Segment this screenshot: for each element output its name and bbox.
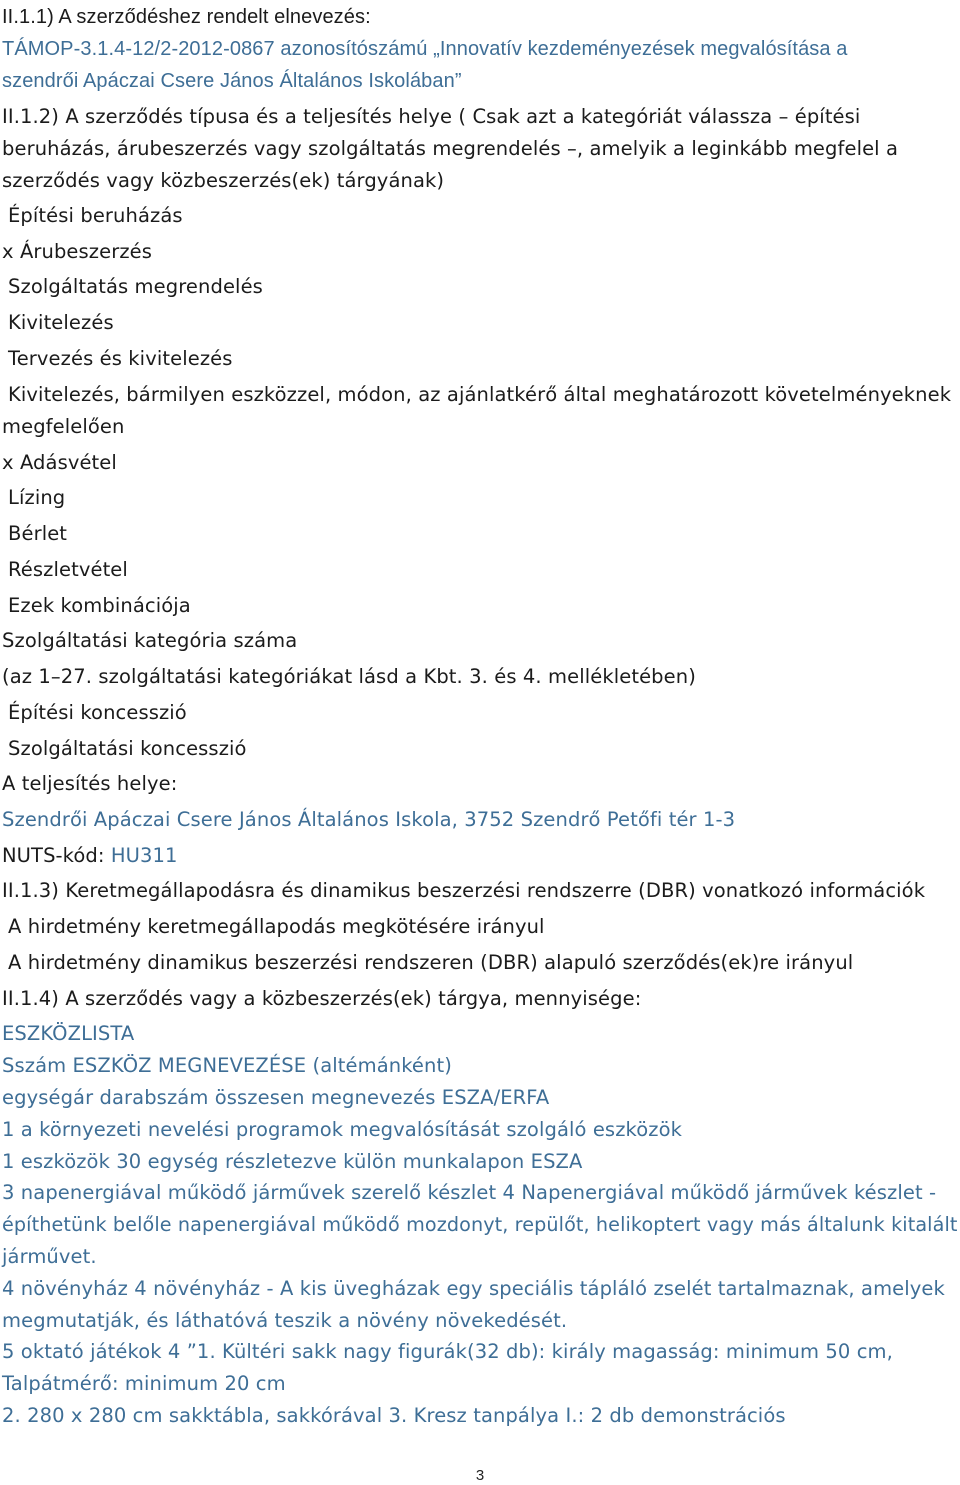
equipment-item-5-line-3: 2. 280 x 280 cm sakktábla, sakkórával 3. Kresz tanpálya I.: 2 db demonstrációs [2, 1404, 786, 1427]
equipment-item-1-detail: 1 eszközök 30 egység részletezve külön munkalapon ESZA [2, 1150, 583, 1173]
equipment-item-3-line-3: járművet. [2, 1245, 97, 1268]
nuts-code-label: NUTS-kód: [2, 844, 111, 867]
equipment-list-header-2: egységár darabszám összesen megnevezés ESZA/ERFA [2, 1086, 550, 1109]
option-leasing: Lízing [8, 486, 66, 509]
option-execution-any-means-cont: megfelelően [2, 415, 125, 438]
equipment-item-4-line-2: megmutatják, és láthatóvá teszik a növény növekedését. [2, 1309, 568, 1332]
section-heading-ii-1-2-line-1: II.1.2) A szerződés típusa és a teljesítés helye ( Csak azt a kategóriát válassza – építési [2, 105, 861, 128]
equipment-item-3-line-1: 3 napenergiával működő járművek szerelő készlet 4 Napenergiával működő járművek készlet - [2, 1181, 937, 1204]
option-combination: Ezek kombinációja [8, 594, 191, 617]
option-rental: Bérlet [8, 522, 68, 545]
nuts-code-value: HU311 [110, 844, 178, 867]
option-hire-purchase: Részletvétel [8, 558, 128, 581]
contract-title-line-1: TÁMOP-3.1.4-12/2-2012-0867 azonosítószámú „Innovatív kezdeményezések megvalósítása a [2, 38, 848, 60]
section-heading-ii-1-2-line-3: szerződés vagy közbeszerzés(ek) tárgyának) [2, 169, 445, 192]
performance-place-value: Szendrői Apáczai Csere János Általános Iskola, 3752 Szendrő Petőfi tér 1-3 [2, 808, 736, 831]
page-number: 3 [475, 1467, 485, 1484]
option-works-concession: Építési koncesszió [8, 701, 187, 724]
option-execution-any-means: Kivitelezés, bármilyen eszközzel, módon, az ajánlatkérő által meghatározott követelményeknek [8, 383, 952, 406]
equipment-item-1: 1 a környezeti nevelési programok megvalósítását szolgáló eszközök [2, 1118, 683, 1141]
section-heading-ii-1-1: II.1.1) A szerződéshez rendelt elnevezés: [2, 6, 371, 28]
service-category-note: (az 1–27. szolgáltatási kategóriákat lásd a Kbt. 3. és 4. mellékletében) [2, 665, 696, 688]
performance-place-label: A teljesítés helye: [2, 772, 178, 795]
equipment-list-title: ESZKÖZLISTA [2, 1022, 135, 1045]
section-heading-ii-1-4: II.1.4) A szerződés vagy a közbeszerzés(ek) tárgya, mennyisége: [2, 987, 642, 1010]
equipment-item-3-line-2: építhetünk belőle napenergiával működő mozdonyt, repülőt, helikoptert vagy más általunk kitalált [2, 1213, 958, 1236]
section-heading-ii-1-3: II.1.3) Keretmegállapodásra és dinamikus beszerzési rendszerre (DBR) vonatkozó információk [2, 879, 926, 902]
contract-title-line-2: szendrői Apáczai Csere János Általános Iskolában” [2, 70, 462, 92]
option-goods-procurement: x Árubeszerzés [2, 240, 153, 263]
section-heading-ii-1-2-line-2: beruházás, árubeszerzés vagy szolgáltatás megrendelés –, amelyik a leginkább megfelel a [2, 137, 899, 160]
equipment-item-4-line-1: 4 növényház 4 növényház - A kis üvegházak egy speciális tápláló zselét tartalmaznak, amelyek [2, 1277, 945, 1300]
option-construction: Építési beruházás [8, 204, 183, 227]
option-framework-agreement: A hirdetmény keretmegállapodás megkötésére irányul [8, 915, 545, 938]
service-category-label: Szolgáltatási kategória száma [2, 629, 298, 652]
equipment-item-5-line-2: Talpátmérő: minimum 20 cm [2, 1372, 286, 1395]
option-service-order: Szolgáltatás megrendelés [8, 275, 263, 298]
option-service-concession: Szolgáltatási koncesszió [8, 737, 247, 760]
option-design-and-execution: Tervezés és kivitelezés [8, 347, 233, 370]
option-dynamic-purchasing-system: A hirdetmény dinamikus beszerzési rendszeren (DBR) alapuló szerződés(ek)re irányul [8, 951, 854, 974]
equipment-item-5-line-1: 5 oktató játékok 4 ”1. Kültéri sakk nagy figurák(32 db): király magasság: minimum 50 cm, [2, 1340, 893, 1363]
option-execution: Kivitelezés [8, 311, 114, 334]
nuts-code-line [2, 842, 178, 870]
equipment-list-header-1: Sszám ESZKÖZ MEGNEVEZÉSE (altémánként) [2, 1054, 452, 1077]
option-purchase: x Adásvétel [2, 451, 117, 474]
